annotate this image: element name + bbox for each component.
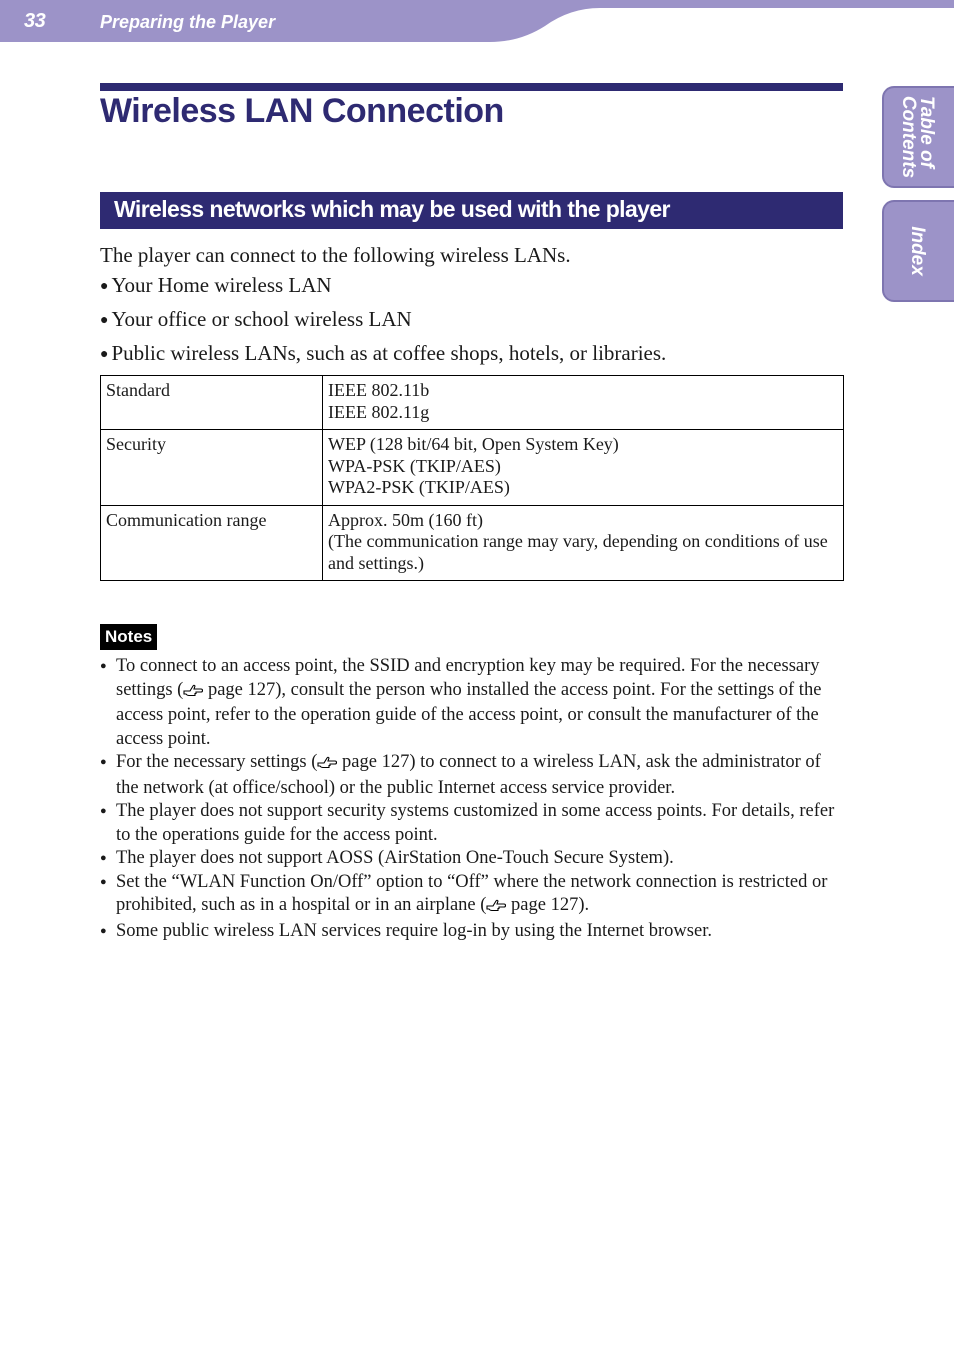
subheading-bar (100, 192, 843, 229)
subheading: Wireless networks which may be used with the player (114, 196, 670, 222)
title-rule (100, 83, 843, 91)
table-key: Standard (101, 376, 323, 430)
toc-tab-label-1: Table of (916, 95, 937, 168)
pointing-hand-icon[interactable] (183, 681, 203, 705)
table-value (323, 505, 844, 581)
intro-text: The player can connect to the following wireless LANs. (100, 243, 571, 267)
table-row (101, 376, 844, 430)
note-text: page 127), consult the person who installed the access point. For the settings of the access point, refer to the operation guide of the access point, or consult the manufacturer of the access point. (116, 679, 822, 749)
table-value-line: WPA2-PSK (TKIP/AES) (328, 477, 510, 497)
page-title: Wireless LAN Connection (100, 92, 504, 130)
table-value (323, 376, 844, 430)
toc-tab-label-2: Contents (898, 95, 919, 179)
note-text: For the necessary settings ( (116, 752, 318, 772)
pointing-hand-icon[interactable] (317, 753, 337, 777)
note-text: To connect to an access point, the SSID and encryption key may be required. For the necessary settings ( (116, 656, 820, 700)
table-key: Communication range (101, 505, 323, 581)
note-text: page 127) to connect to a wireless LAN, ask the administrator of the network (at office/school) or the public Internet access service provider. (116, 752, 821, 798)
notes-list (100, 655, 835, 943)
intro-block (100, 240, 666, 372)
spec-table (100, 375, 844, 581)
note-item (100, 751, 835, 800)
table-row (101, 505, 844, 581)
table-value-line: IEEE 802.11g (328, 401, 430, 422)
list-item: ● Your Home wireless LAN (100, 270, 666, 304)
table-value-line: IEEE 802.11b (328, 380, 430, 400)
note-item (100, 655, 835, 751)
table-value-line: (The communication range may vary, depending on conditions of use and settings.) (328, 531, 828, 573)
index-tab-label: Index (907, 226, 928, 276)
list-item: ● Your office or school wireless LAN (100, 304, 666, 338)
note-text: Some public wireless LAN services require log-in by using the Internet browser. (116, 920, 712, 941)
note-item (100, 800, 835, 847)
note-item (100, 847, 835, 871)
table-row (101, 430, 844, 506)
note-item (100, 920, 835, 944)
tab-table-of-contents[interactable] (882, 86, 954, 188)
table-value-line: WPA-PSK (TKIP/AES) (328, 455, 501, 476)
table-value-line: Approx. 50m (160 ft) (328, 509, 483, 530)
section-title[interactable]: Preparing the Player (100, 12, 276, 32)
page-number: 33 (24, 10, 46, 32)
table-value-line: WEP (128 bit/64 bit, Open System Key) (328, 434, 619, 454)
pointing-hand-icon[interactable] (486, 896, 506, 920)
note-text: page 127). (506, 895, 590, 915)
table-value (323, 430, 844, 506)
note-item (100, 871, 835, 920)
tab-index[interactable] (882, 200, 954, 302)
notes-label: Notes (100, 624, 157, 650)
list-item: ● Public wireless LANs, such as at coffee shops, hotels, or libraries. (100, 338, 666, 372)
note-text: Set the “WLAN Function On/Off” option to “Off” where the network connection is restricted or prohibited, such as in a hospital or in an airplane ( (116, 871, 828, 915)
note-text: The player does not support security systems customized in some access points. For details, refer to the operations guide for the access point. (116, 801, 835, 845)
table-key: Security (101, 430, 323, 506)
note-text: The player does not support AOSS (AirStation One-Touch Secure System). (116, 848, 674, 868)
